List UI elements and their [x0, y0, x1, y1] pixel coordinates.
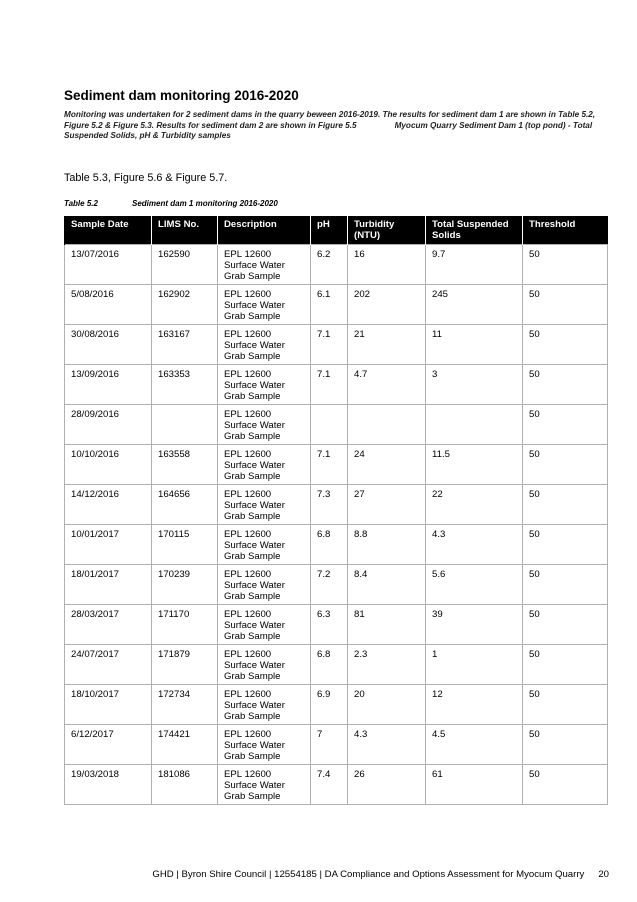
cell-sample-date: 24/07/2017: [65, 645, 152, 685]
cell-ph: 6.8: [311, 525, 348, 565]
column-header-turbidity: Turbidity (NTU): [348, 216, 426, 245]
cell-ph: 6.1: [311, 285, 348, 325]
cell-total-suspended-solids: 245: [426, 285, 523, 325]
cell-turbidity: 4.3: [348, 725, 426, 765]
cell-sample-date: 28/09/2016: [65, 405, 152, 445]
cell-ph: 6.2: [311, 245, 348, 285]
cell-threshold: 50: [523, 565, 608, 605]
cell-description: EPL 12600 Surface Water Grab Sample: [218, 405, 311, 445]
cell-ph: 7.1: [311, 445, 348, 485]
cell-threshold: 50: [523, 365, 608, 405]
table-row: [65, 685, 608, 725]
cell-turbidity: 8.8: [348, 525, 426, 565]
table-row: [65, 565, 608, 605]
cell-turbidity: 21: [348, 325, 426, 365]
cell-threshold: 50: [523, 485, 608, 525]
cell-turbidity: 16: [348, 245, 426, 285]
cell-total-suspended-solids: 12: [426, 685, 523, 725]
cell-total-suspended-solids: 5.6: [426, 565, 523, 605]
cell-threshold: 50: [523, 285, 608, 325]
cell-threshold: 50: [523, 645, 608, 685]
table-caption-number: Table 5.2: [64, 199, 98, 208]
cell-ph: 7.2: [311, 565, 348, 605]
section-heading: Sediment dam monitoring 2016-2020: [64, 88, 299, 103]
cell-description: EPL 12600 Surface Water Grab Sample: [218, 565, 311, 605]
intro-note-part2: Myocum Quarry Sediment Dam 1 (top pond) - Total Suspended Solids, pH & Turbidity samples: [64, 120, 593, 140]
cell-threshold: 50: [523, 685, 608, 725]
cell-sample-date: 30/08/2016: [65, 325, 152, 365]
cell-description: EPL 12600 Surface Water Grab Sample: [218, 325, 311, 365]
cell-sample-date: 19/03/2018: [65, 765, 152, 805]
column-header-threshold: Threshold: [523, 216, 608, 245]
cell-turbidity: 26: [348, 765, 426, 805]
cell-total-suspended-solids: 1: [426, 645, 523, 685]
cell-threshold: 50: [523, 245, 608, 285]
cell-threshold: 50: [523, 765, 608, 805]
cell-total-suspended-solids: 39: [426, 605, 523, 645]
cell-description: EPL 12600 Surface Water Grab Sample: [218, 245, 311, 285]
cell-lims-no: 174421: [152, 725, 218, 765]
body-paragraph: Table 5.3, Figure 5.6 & Figure 5.7.: [64, 172, 228, 184]
table-row: [65, 525, 608, 565]
cell-description: EPL 12600 Surface Water Grab Sample: [218, 365, 311, 405]
cell-ph: [311, 405, 348, 445]
cell-lims-no: 162902: [152, 285, 218, 325]
footer-text: GHD | Byron Shire Council | 12554185 | DA Compliance and Options Assessment for Myocum Quarry: [152, 869, 585, 880]
cell-ph: 7: [311, 725, 348, 765]
cell-threshold: 50: [523, 445, 608, 485]
cell-lims-no: 163167: [152, 325, 218, 365]
cell-sample-date: 13/09/2016: [65, 365, 152, 405]
column-header-description: Description: [218, 216, 311, 245]
column-header-sample-date: Sample Date: [65, 216, 152, 245]
cell-description: EPL 12600 Surface Water Grab Sample: [218, 645, 311, 685]
cell-total-suspended-solids: 9.7: [426, 245, 523, 285]
table-caption-title: Sediment dam 1 monitoring 2016-2020: [132, 199, 278, 208]
cell-threshold: 50: [523, 725, 608, 765]
cell-description: EPL 12600 Surface Water Grab Sample: [218, 485, 311, 525]
cell-lims-no: [152, 405, 218, 445]
cell-ph: 7.1: [311, 365, 348, 405]
cell-lims-no: 170115: [152, 525, 218, 565]
cell-description: EPL 12600 Surface Water Grab Sample: [218, 685, 311, 725]
cell-sample-date: 6/12/2017: [65, 725, 152, 765]
cell-description: EPL 12600 Surface Water Grab Sample: [218, 725, 311, 765]
cell-turbidity: 2.3: [348, 645, 426, 685]
table-row: [65, 765, 608, 805]
cell-sample-date: 10/01/2017: [65, 525, 152, 565]
table-row: [65, 485, 608, 525]
table-row: [65, 645, 608, 685]
cell-total-suspended-solids: 22: [426, 485, 523, 525]
table-row: [65, 245, 608, 285]
cell-turbidity: [348, 405, 426, 445]
cell-threshold: 50: [523, 605, 608, 645]
table-row: [65, 365, 608, 405]
cell-ph: 6.3: [311, 605, 348, 645]
table-row: [65, 445, 608, 485]
table-row: [65, 725, 608, 765]
cell-sample-date: 13/07/2016: [65, 245, 152, 285]
cell-sample-date: 18/10/2017: [65, 685, 152, 725]
column-header-total-suspended-solids: Total Suspended Solids: [426, 216, 523, 245]
cell-total-suspended-solids: 3: [426, 365, 523, 405]
sediment-dam-table: [64, 216, 608, 805]
table-header-row: [65, 216, 608, 245]
cell-sample-date: 28/03/2017: [65, 605, 152, 645]
cell-threshold: 50: [523, 525, 608, 565]
cell-sample-date: 18/01/2017: [65, 565, 152, 605]
cell-lims-no: 162590: [152, 245, 218, 285]
cell-lims-no: 181086: [152, 765, 218, 805]
cell-total-suspended-solids: 4.3: [426, 525, 523, 565]
column-header-ph: pH: [311, 216, 348, 245]
cell-turbidity: 27: [348, 485, 426, 525]
table-row: [65, 405, 608, 445]
cell-total-suspended-solids: 11.5: [426, 445, 523, 485]
cell-description: EPL 12600 Surface Water Grab Sample: [218, 525, 311, 565]
table-caption: [64, 199, 604, 208]
cell-lims-no: 172734: [152, 685, 218, 725]
cell-description: EPL 12600 Surface Water Grab Sample: [218, 445, 311, 485]
cell-ph: 7.4: [311, 765, 348, 805]
cell-sample-date: 5/08/2016: [65, 285, 152, 325]
cell-description: EPL 12600 Surface Water Grab Sample: [218, 605, 311, 645]
cell-threshold: 50: [523, 325, 608, 365]
cell-turbidity: 4.7: [348, 365, 426, 405]
cell-ph: 6.8: [311, 645, 348, 685]
cell-ph: 6.9: [311, 685, 348, 725]
table-row: [65, 285, 608, 325]
table-row: [65, 605, 608, 645]
table-body: [65, 245, 608, 805]
cell-lims-no: 171170: [152, 605, 218, 645]
cell-lims-no: 164656: [152, 485, 218, 525]
intro-note-part1: Monitoring was undertaken for 2 sediment dams in the quarry beween 2016-2019. The results for sediment dam 1 are shown in Table 5.2, Figure 5.2 & Figure 5.3. Results for sediment dam 2 are shown in Figure 5.5: [64, 110, 596, 130]
cell-threshold: 50: [523, 405, 608, 445]
cell-total-suspended-solids: 4.5: [426, 725, 523, 765]
table-header: [65, 216, 608, 245]
cell-turbidity: 20: [348, 685, 426, 725]
cell-turbidity: 8.4: [348, 565, 426, 605]
cell-lims-no: 170239: [152, 565, 218, 605]
table-row: [65, 325, 608, 365]
cell-ph: 7.3: [311, 485, 348, 525]
cell-description: EPL 12600 Surface Water Grab Sample: [218, 765, 311, 805]
page-number: 20: [598, 869, 609, 880]
intro-note: [64, 110, 609, 142]
cell-total-suspended-solids: 61: [426, 765, 523, 805]
cell-turbidity: 24: [348, 445, 426, 485]
cell-sample-date: 14/12/2016: [65, 485, 152, 525]
cell-lims-no: 171879: [152, 645, 218, 685]
cell-sample-date: 10/10/2016: [65, 445, 152, 485]
cell-turbidity: 81: [348, 605, 426, 645]
cell-lims-no: 163558: [152, 445, 218, 485]
cell-lims-no: 163353: [152, 365, 218, 405]
column-header-lims-no: LIMS No.: [152, 216, 218, 245]
cell-description: EPL 12600 Surface Water Grab Sample: [218, 285, 311, 325]
cell-turbidity: 202: [348, 285, 426, 325]
cell-total-suspended-solids: [426, 405, 523, 445]
page-footer: [152, 869, 609, 880]
cell-total-suspended-solids: 11: [426, 325, 523, 365]
cell-ph: 7.1: [311, 325, 348, 365]
